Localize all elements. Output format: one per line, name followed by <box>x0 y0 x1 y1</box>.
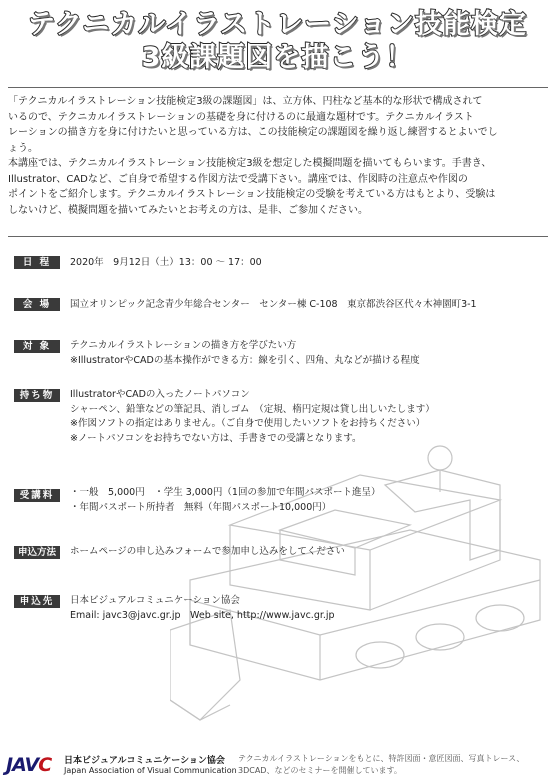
page-title-line2: 3級課題図を描こう！ <box>141 42 414 73</box>
apply-method-text: ホームページの申し込みフォームで参加申し込みをしてください <box>70 546 345 557</box>
target-label: 対 象 <box>14 340 60 353</box>
venue-text: 国立オリンピック記念青少年総合センター センター棟 C-108 東京都渋谷区代々木神園町3-1 <box>70 299 477 310</box>
fee-label: 受講料 <box>14 489 60 502</box>
schedule-label: 日 程 <box>14 256 60 269</box>
org-name-en: Japan Association of Visual Communication <box>64 766 237 775</box>
javc-logo: JAVC <box>6 754 52 776</box>
contact-text: 日本ビジュアルコミュニケーション協会 Email: javc3@javc.gr.jp Web site, http://www.javc.gr.jp <box>70 595 335 621</box>
page-title-line1: テクニカルイラストレーション技能検定 <box>27 9 528 40</box>
belongings-text: IllustratorやCADの入ったノートパソコン シャーペン、鉛筆などの筆記具、消しゴム （定規、楕円定規は貸し出しいたします） ※作図ソフトの指定はありません。（ご自身で使用したいソフトをお持ちください） ※ノートパソコンをお持ちでない方は、手書きでの受講となります。 <box>70 389 435 444</box>
footer-note: テクニカルイラストレーションをもとに、特許図面・意匠図面、写真トレース、3DCAD、などのセミナーを開催しています。 <box>238 754 525 775</box>
bulldozer-illustration <box>170 430 550 740</box>
intro-section <box>8 87 548 237</box>
footer <box>0 750 555 782</box>
contact-label: 申込先 <box>14 595 60 608</box>
belongings-label: 持ち物 <box>14 389 60 402</box>
apply-method-label: 申込方法 <box>14 546 60 559</box>
venue-label: 会 場 <box>14 298 60 311</box>
fee-text: ・一般 5,000円 ・学生 3,000円（1回の参加で年間パスポート進呈） ・年間パスポート所持者 無料（年間パスポート10,000円） <box>70 487 381 513</box>
intro-text: 「テクニカルイラストレーション技能検定3級の課題図」は、立方体、円柱など基本的な形状で構成されて いるので、テクニカルイラストレーションの基礎を身に付けるのに最適な題材です。テクニカルイラスト レーションの描き方を身に付けたいと思っている方は、この技能検定の課題図を繰り返し練習するとよいでし ょう。 本講座では、テクニカルイラストレーション技能検定3級を想定した模擬問題を描いてもらいます。手書き、 Illustrator、CADなど、ご自身で希望する作図方法で受講下さい。講座では、作図時の注意点や作図の ポイントをご紹介します。テクニカルイラストレーション技能検定の受験を考えている方はもとより、受験は しないけど、模擬問題を描いてみたいとお考えの方は、是非、ご参加ください。 <box>8 96 498 216</box>
schedule-text: 2020年 9月12日（土）13：00 ～ 17：00 <box>70 257 262 268</box>
org-name-ja: 日本ビジュアルコミュニケーション協会 <box>64 756 225 766</box>
target-text: テクニカルイラストレーションの描き方を学びたい方 ※IllustratorやCADの基本操作ができる方：線を引く、四角、丸などが描ける程度 <box>70 340 420 366</box>
